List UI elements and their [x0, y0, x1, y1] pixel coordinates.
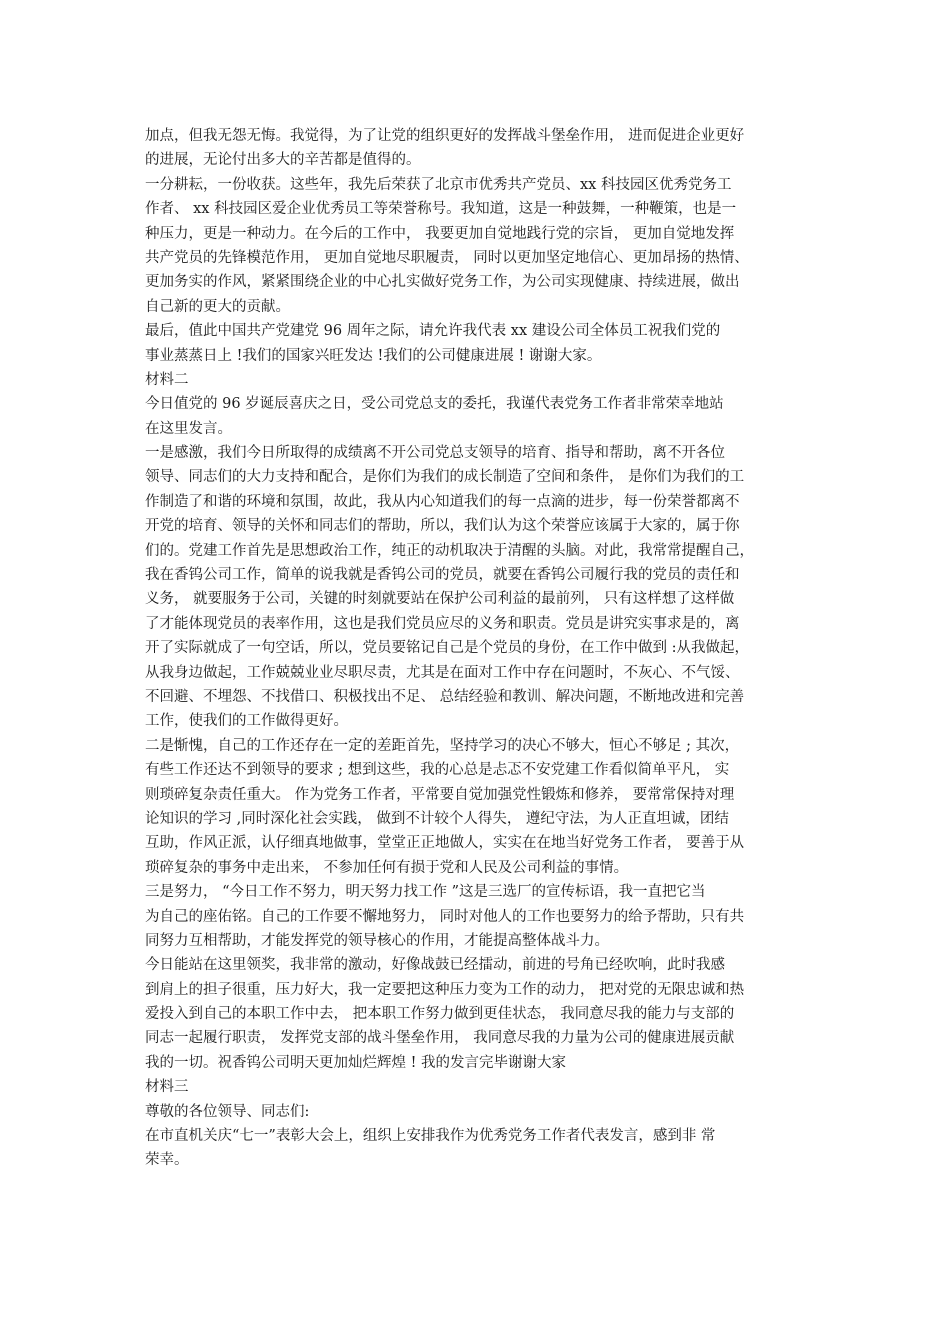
text-line: 在这里发言。	[145, 420, 232, 437]
text-line: 琐碎复杂的事务中走出来， 不参加任何有损于党和人民及公司利益的事情。	[145, 859, 629, 876]
text-line: 事业蒸蒸日上 !我们的国家兴旺发达 !我们的公司健康进展 ! 谢谢大家。	[145, 347, 602, 364]
text-line: 自己新的更大的贡献。	[145, 298, 290, 315]
text-line: 最后，值此中国共产党建党 96 周年之际，请允许我代表 xx 建设公司全体员工祝我们党的	[145, 323, 721, 340]
text-line: 则琐碎复杂责任重大。 作为党务工作者，平常要自觉加强党性锻炼和修养， 要常常保持对理	[145, 786, 735, 803]
text-line: 种压力，更是一种动力。在今后的工作中， 我要更加自觉地践行党的宗旨， 更加自觉地发挥	[145, 225, 735, 242]
text-line: 二是惭愧，自己的工作还存在一定的差距首先，坚持学习的决心不够大，恒心不够足 ; 其次，	[145, 737, 740, 754]
text-line: 同志一起履行职责， 发挥党支部的战斗堡垒作用， 我同意尽我的力量为公司的健康进展贡献	[145, 1030, 735, 1047]
text-line: 今日值党的 96 岁诞辰喜庆之日，受公司党总支的委托，我谨代表党务工作者非常荣幸地站	[145, 396, 724, 413]
text-line: 我的一切。祝香钨公司明天更加灿烂辉煌 ! 我的发言完毕谢谢大家	[145, 1054, 567, 1071]
text-line: 荣幸。	[145, 1152, 189, 1169]
text-line: 同努力互相帮助，才能发挥党的领导核心的作用，才能提高整体战斗力。	[145, 932, 609, 949]
text-line: 工作，使我们的工作做得更好。	[145, 713, 348, 730]
text-line: 作者、 xx 科技园区爱企业优秀员工等荣誉称号。我知道，这是一种鼓舞，一种鞭策，也是一	[145, 201, 737, 218]
document-body	[145, 124, 810, 1173]
text-line: 三是努力， “今日工作不努力，明天努力找工作 ”这是三选厂的宣传标语，我一直把它当	[145, 884, 706, 901]
text-line: 到肩上的担子很重，压力好大，我一定要把这种压力变为工作的动力， 把对党的无限忠诚和热	[145, 981, 745, 998]
text-line: 领导、同志们的大力支持和配合，是你们为我们的成长制造了空间和条件， 是你们为我们的工	[145, 469, 745, 486]
text-line: 义务， 就要服务于公司，关键的时刻就要站在保护公司利益的最前列， 只有这样想了这样做	[145, 591, 735, 608]
text-line: 论知识的学习 ,同时深化社会实践， 做到不计较个人得失， 遵纪守法，为人正直坦诚，团结	[145, 810, 729, 827]
text-line: 加点，但我无怨无悔。我觉得，为了让党的组织更好的发挥战斗堡垒作用， 进而促进企业更好	[145, 128, 745, 144]
text-line: 尊敬的各位领导、同志们:	[145, 1103, 310, 1120]
text-line: 我在香钨公司工作，简单的说我就是香钨公司的党员，就要在香钨公司履行我的党员的责任和	[145, 567, 740, 584]
text-line: 不回避、不埋怨、不找借口、积极找出不足、 总结经验和教训、解决问题，不断地改进和完善	[145, 688, 745, 705]
text-line: 更加务实的作风，紧紧围绕企业的中心扎实做好党务工作，为公司实现健康、持续进展，做出	[145, 274, 740, 291]
text-line: 材料二	[145, 371, 189, 388]
text-line: 一是感激，我们今日所取得的成绩离不开公司党总支领导的培育、指导和帮助，离不开各位	[145, 445, 725, 462]
text-line: 有些工作还达不到领导的要求 ; 想到这些，我的心总是忐忑不安党建工作看似简单平凡， 实	[145, 762, 730, 779]
text-line: 一分耕耘，一份收获。这些年，我先后荣获了北京市优秀共产党员、xx 科技园区优秀党务工	[145, 176, 732, 193]
text-line: 的进展，无论付出多大的辛苦都是值得的。	[145, 152, 421, 169]
text-line: 开党的培育、领导的关怀和同志们的帮助，所以，我们认为这个荣誉应该属于大家的，属于你	[145, 518, 740, 535]
text-line: 今日能站在这里领奖，我非常的激动，好像战鼓已经擂动，前进的号角已经吹响，此时我感	[145, 957, 725, 974]
text-line: 爱投入到自己的本职工作中去， 把本职工作努力做到更佳状态， 我同意尽我的能力与支部的	[145, 1006, 735, 1023]
text-line: 从我身边做起，工作兢兢业业尽职尽责，尤其是在面对工作中存在问题时，不灰心、不气馁、	[145, 664, 740, 681]
text-line: 了才能体现党员的表率作用，这也是我们党员应尽的义务和职责。党员是讲究实事求是的，离	[145, 615, 740, 632]
text-line: 开了实际就成了一句空话，所以，党员要铭记自己是个党员的身份，在工作中做到 :从我做起，	[145, 640, 749, 657]
text-line: 为自己的座佑铭。自己的工作要不懈地努力， 同时对他人的工作也要努力的给予帮助，只有共	[145, 908, 745, 925]
text-line: 在市直机关庆“七一”表彰大会上，组织上安排我作为优秀党务工作者代表发言，感到非 常	[145, 1128, 716, 1145]
text-line: 共产党员的先锋模范作用， 更加自觉地尽职履责， 同时以更加坚定地信心、更加昂扬的热情、	[145, 249, 749, 266]
text-line: 作制造了和谐的环境和氛围，故此，我从内心知道我们的每一点滴的进步，每一份荣誉都离不	[145, 493, 740, 510]
text-line: 互助，作风正派，认仔细真地做事，堂堂正正地做人，实实在在地当好党务工作者， 要善于从	[145, 835, 745, 852]
text-line: 材料三	[145, 1079, 189, 1096]
text-line: 们的。党建工作首先是思想政治工作，纯正的动机取决于清醒的头脑。对此，我常常提醒自己，	[145, 542, 754, 559]
